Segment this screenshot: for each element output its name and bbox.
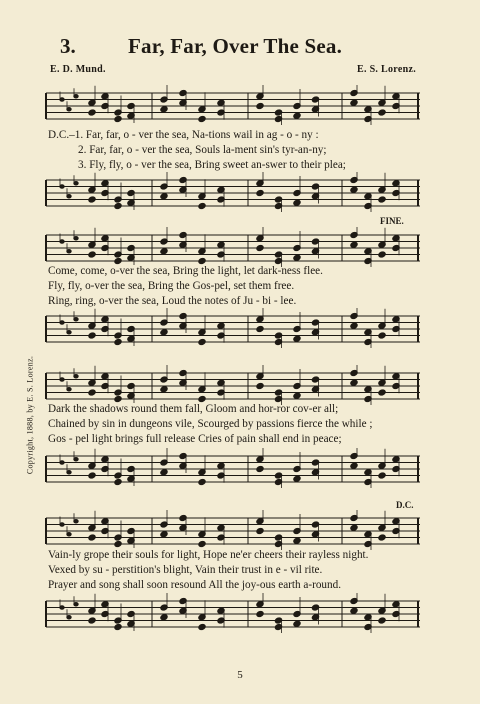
arranger-credit: E. S. Lorenz. [357, 64, 416, 75]
copyright-notice: Copyright, 1888, by E. S. Lorenz. [25, 355, 35, 475]
treble-staff-3 [42, 365, 422, 405]
hymn-title: Far, Far, Over The Sea. [128, 34, 343, 58]
lyric-line: Gos - pel light brings full release Cries of pain shall end in peace; [48, 433, 342, 445]
staff-lines [42, 308, 422, 348]
staff-lines [42, 365, 422, 405]
lyric-line: Dark the shadows round them fall, Gloom and hor-ror cov-er all; [48, 403, 339, 415]
composer-credit: E. D. Mund. [50, 64, 106, 75]
bass-staff-1 [42, 172, 422, 212]
lyric-line: Ring, ring, o-ver the sea, Loud the notes of Ju - bi - lee. [48, 295, 297, 307]
lyric-line: D.C.–1. Far, far, o - ver the sea, Na-tions wail in ag - o - ny : [48, 129, 319, 141]
staff-lines [42, 510, 422, 550]
dc-mark: D.C. [396, 500, 414, 510]
lyric-line: Fly, fly, o-ver the sea, Bring the Gos-pel, set them free. [48, 280, 295, 292]
bass-staff-2 [42, 308, 422, 348]
treble-staff-1 [42, 85, 422, 125]
page-number: 5 [237, 669, 243, 681]
lyric-line: Vain-ly grope their souls for light, Hope ne'er cheers their rayless night. [48, 549, 369, 561]
staff-lines [42, 172, 422, 212]
fine-mark: FINE. [380, 216, 404, 226]
treble-staff-2 [42, 227, 422, 267]
treble-staff-4 [42, 510, 422, 550]
staff-lines [42, 227, 422, 267]
hymn-number: 3. [60, 34, 76, 58]
staff-lines [42, 85, 422, 125]
lyric-line: Come, come, o-ver the sea, Bring the light, let dark-ness flee. [48, 265, 323, 277]
staff-lines [42, 448, 422, 488]
lyric-line: 3. Fly, fly, o - ver the sea, Bring sweet an-swer to their plea; [78, 159, 346, 171]
lyric-line: Vexed by su - perstition's blight, Vain their trust in e - vil rite. [48, 564, 323, 576]
bass-staff-3 [42, 448, 422, 488]
bass-staff-4 [42, 593, 422, 633]
staff-lines [42, 593, 422, 633]
lyric-line: Chained by sin in dungeons vile, Scourged by passions fierce the while ; [48, 418, 373, 430]
lyric-line: 2. Far, far, o - ver the sea, Souls la-ment sin's tyr-an-ny; [78, 144, 327, 156]
lyric-line: Prayer and song shall soon resound All the joy-ous earth a-round. [48, 579, 341, 591]
